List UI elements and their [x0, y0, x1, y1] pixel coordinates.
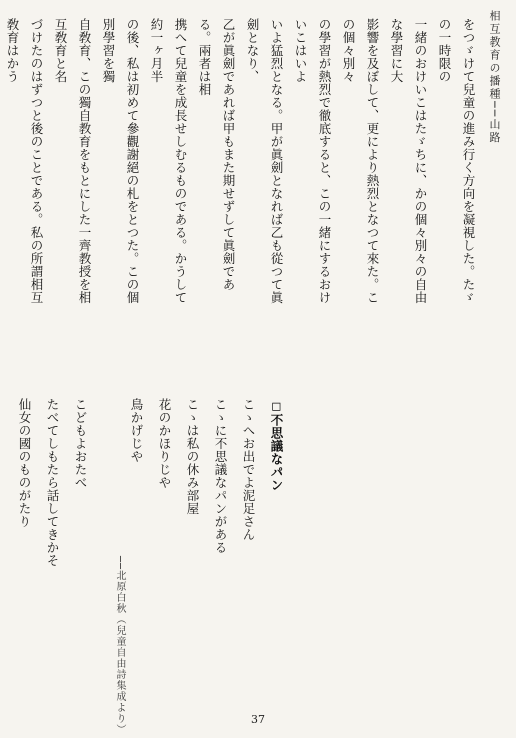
text-line: をつゞけて兒童の進み行く方向を凝視した。たゞの一時限の — [437, 18, 476, 304]
poem-line: 鳥かげじや — [129, 398, 144, 463]
running-header: 相互教育の播種──山路 — [488, 10, 501, 145]
poem-line: 仙女の國のものがたり — [17, 398, 32, 528]
text-line: 一緒のおけいこはたゞちに、かの個々別々の自由な學習に大 — [389, 18, 428, 304]
body-text — [0, 18, 480, 310]
poem-title: ◻不思議なパン — [269, 398, 284, 492]
text-line: いよ猛烈となる。甲が眞劍となれば乙も從つて眞劍となり、 — [245, 18, 284, 304]
text-line: の學習が熱烈で徹底すると、この一緒にするおけいこはいよ — [293, 18, 332, 304]
text-line: 自敎育、この獨自教育をもとにした一齊教授を相互敎育と名 — [53, 18, 92, 304]
text-line: 影響を及ぼして、更により熱烈となつて來た。この個々別々 — [341, 18, 380, 304]
page-number: 37 — [251, 713, 265, 726]
poem-line: こゝは私の休み部屋 — [185, 398, 200, 515]
poem-line: こゝへお出でよ泥足さん — [241, 398, 256, 541]
poem-attribution: ──北原白秋（兒童自由詩集成より） — [114, 556, 125, 736]
poem — [10, 398, 290, 688]
poem-line: 花のかほりじや — [157, 398, 172, 489]
poem-line: こどもよおたべ — [73, 398, 88, 489]
text-line: 乙が眞劍であれば甲もまた期せずして眞劍である。兩者は相 — [197, 18, 236, 291]
text-line: の後、私は初めて參觀謝絕の札をとつた。この個別學習を獨 — [101, 18, 140, 304]
poem-line: こゝに不思議なパンがある — [213, 398, 228, 554]
text-line: 携へて兒童を成長せしむるものである。かうして約一ヶ月半 — [149, 18, 188, 304]
text-line: づけたのはずつと後のことである。私の所謂相互敎育はかう — [5, 18, 44, 304]
poem-line: たべてしもたら話してきかそ — [45, 398, 60, 567]
